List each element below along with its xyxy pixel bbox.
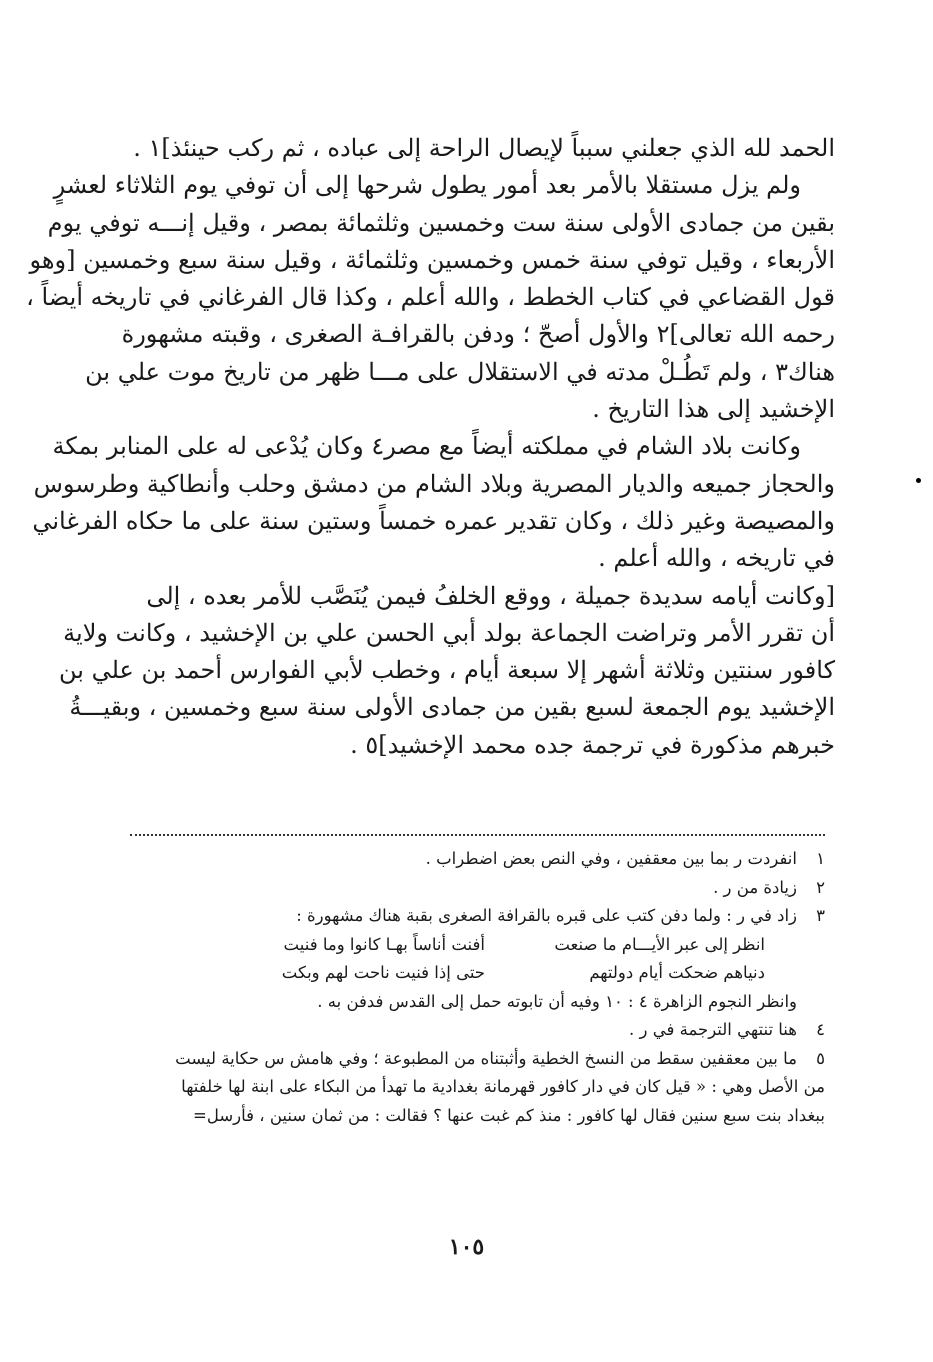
text-line: ولم يزل مستقلا بالأمر بعد أمور يطول شرحها إلى أن توفي يوم الثلاثاء لعشرٍ xyxy=(53,171,801,200)
text-line: والمصيصة وغير ذلك ، وكان تقدير عمره خمساً وستين سنة على ما حكاه الفرغاني xyxy=(32,506,835,535)
footnote-text: زيادة من ر . xyxy=(713,877,797,897)
text-line: رحمه الله تعالى]٢ والأول أصحّ ؛ ودفن بالقرافـة الصغرى ، وقبته مشهورة xyxy=(121,320,835,349)
footnote-number: ٢ xyxy=(816,877,825,897)
verse-hemistich: أفنت أناساً بهـا كانوا وما فنيت xyxy=(283,934,485,954)
footnote-5-continuation: من الأصل وهي : « قيل كان في دار كافور قهرمانة بغدادية ما تهدأ من البكاء على ابنة لها خلفتها xyxy=(181,1077,825,1096)
verse-hemistich: دنياهم ضحكت أيام دولتهم xyxy=(589,963,765,982)
text-line: خبرهم مذكورة في ترجمة جده محمد الإخشيد]٥ . xyxy=(350,730,835,759)
verse-hemistich: حتى إذا فنيت ناحت لهم وبكت xyxy=(281,963,485,982)
footnote-divider xyxy=(130,834,825,836)
footnote-3-tail: وانظر النجوم الزاهرة ٤ : ١٠ وفيه أن تابوته حمل إلى القدس فدفن به . xyxy=(317,991,797,1011)
footnote-number: ٥ xyxy=(816,1048,825,1068)
text-line: بقين من جمادى الأولى سنة ست وخمسين وثلثمائة بمصر ، وقيل إنـــه توفي يوم xyxy=(47,208,835,237)
text-line: كافور سنتين وثلاثة أشهر إلا سبعة أيام ، وخطب لأبي الفوارس أحمد بن علي بن xyxy=(58,656,835,685)
footnote-number: ٤ xyxy=(816,1020,825,1039)
verse-hemistich: انظر إلى عبر الأيـــام ما صنعت xyxy=(554,934,765,954)
poem-verse xyxy=(130,931,825,960)
footnote-3 xyxy=(130,902,825,931)
page-number: ١٠٥ xyxy=(448,1234,485,1260)
footnote-4 xyxy=(130,1016,825,1045)
text-line: الإخشيد يوم الجمعة لسبع بقين من جمادى الأولى سنة سبع وخمسين ، وبقيـــةُ xyxy=(69,693,835,722)
footnote-number: ١ xyxy=(816,849,825,868)
text-line: هناك٣ ، ولم تَطُـلْ مدته في الاستقلال على مـــا ظهر من تاريخ موت علي بن xyxy=(85,357,835,386)
text-line: في تاريخه ، والله أعلم . xyxy=(598,544,835,573)
margin-dot xyxy=(916,478,921,483)
footnote-5 xyxy=(130,1045,825,1074)
footnote-number: ٣ xyxy=(816,906,825,925)
footnote-2 xyxy=(130,874,825,903)
footnotes-block xyxy=(130,845,825,1130)
main-text-block xyxy=(26,130,835,764)
text-line: الإخشيد إلى هذا التاريخ . xyxy=(592,395,835,424)
footnote-text: زاد في ر : ولما دفن كتب على قبره بالقرافة الصغرى بقبة هناك مشهورة : xyxy=(296,906,797,925)
text-line: والحجاز جميعه والديار المصرية وبلاد الشام من دمشق وحلب وأنطاكية وطرسوس xyxy=(33,469,835,498)
text-line: الأربعاء ، وقيل توفي سنة خمس وخمسين وثلثمائة ، وقيل سنة سبع وخمسين [وهو xyxy=(29,245,835,274)
text-line: [وكانت أيامه سديدة جميلة ، ووقع الخلفُ فيمن يُنَصَّب للأمر بعده ، إلى xyxy=(146,581,835,610)
footnote-text: هنا تنتهي الترجمة في ر . xyxy=(629,1020,797,1039)
text-line: الحمد لله الذي جعلني سبباً لإيصال الراحة إلى عباده ، ثم ركب حينئذ]١ . xyxy=(133,134,835,162)
footnote-1 xyxy=(130,845,825,874)
footnote-5-continuation: ببغداد بنت سبع سنين فقال لها كافور : منذ كم غبت عنها ؟ فقالت : من ثمان سنين ، فأرسل= xyxy=(193,1105,825,1125)
footnote-text: انفردت ر بما بين معقفين ، وفي النص بعض اضطراب . xyxy=(425,849,797,868)
poem-verse xyxy=(130,959,825,988)
footnote-text: ما بين معقفين سقط من النسخ الخطية وأثبتناه من المطبوعة ؛ وفي هامش س حكاية ليست xyxy=(175,1048,797,1068)
text-line: أن تقرر الأمر وتراضت الجماعة بولد أبي الحسن علي بن الإخشيد ، وكانت ولاية xyxy=(63,618,835,647)
text-line: قول القضاعي في كتاب الخطط ، والله أعلم ، وكذا قال الفرغاني في تاريخه أيضاً ، xyxy=(26,283,835,312)
text-line: وكانت بلاد الشام في مملكته أيضاً مع مصر٤ وكان يُدْعى له على المنابر بمكة xyxy=(52,432,801,461)
